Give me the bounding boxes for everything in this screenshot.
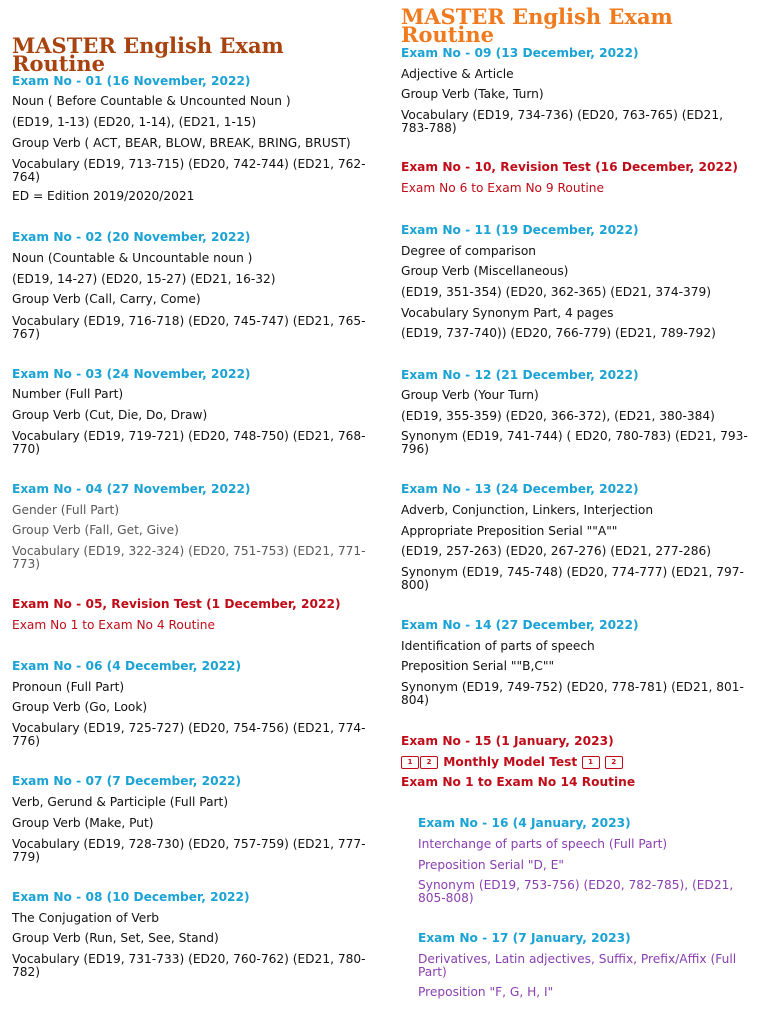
left-line-32: Group Verb (Run, Set, See, Stand) — [12, 931, 219, 945]
left-line-9: (ED19, 14-27) (ED20, 15-27) (ED21, 16-32) — [12, 272, 276, 286]
left-line-27: Verb, Gerund & Participle (Full Part) — [12, 795, 229, 809]
right-title-line-2: Routine — [401, 22, 495, 47]
left-title — [12, 33, 284, 76]
right-line-25: Synonym (ED19, 749-752) (ED20, 778-781) (ED21, 801-804) — [401, 680, 744, 707]
left-line-24: Group Verb (Go, Look) — [12, 700, 148, 714]
right-line-29: Exam No - 16 (4 January, 2023) — [418, 816, 631, 830]
right-line-34: Derivatives, Latin adjectives, Suffix, Prefix/Affix (Full Part) — [418, 952, 737, 979]
number-badge-icon: 2 — [605, 756, 623, 769]
right-line-21: Synonym (ED19, 745-748) (ED20, 774-777) (ED21, 797-800) — [401, 565, 744, 592]
right-line-28: Exam No 1 to Exam No 14 Routine — [401, 775, 636, 789]
right-line-14: Group Verb (Your Turn) — [401, 388, 539, 402]
right-line-11: Vocabulary Synonym Part, 4 pages — [401, 306, 614, 320]
left-line-20: Exam No - 05, Revision Test (1 December, 2022) — [12, 597, 341, 611]
right-line-12: (ED19, 737-740)) (ED20, 766-779) (ED21, 789-792) — [401, 326, 716, 340]
left-line-22: Exam No - 06 (4 December, 2022) — [12, 659, 242, 673]
right-line-6: Exam No 6 to Exam No 9 Routine — [401, 181, 605, 195]
right-title — [401, 4, 673, 47]
right-line-16: Synonym (ED19, 741-744) ( ED20, 780-783) (ED21, 793-796) — [401, 429, 748, 456]
left-line-8: Noun (Countable & Uncountable noun ) — [12, 251, 253, 265]
number-badge-icon: 1 — [401, 756, 419, 769]
left-line-21: Exam No 1 to Exam No 4 Routine — [12, 618, 216, 632]
left-line-2: Noun ( Before Countable & Uncounted Noun ) — [12, 94, 291, 108]
right-line-9: Group Verb (Miscellaneous) — [401, 264, 569, 278]
right-line-4: Vocabulary (ED19, 734-736) (ED20, 763-765) (ED21, 783-788) — [401, 108, 723, 135]
left-line-4: Group Verb ( ACT, BEAR, BLOW, BREAK, BRING, BRUST) — [12, 136, 351, 150]
right-line-10: (ED19, 351-354) (ED20, 362-365) (ED21, 374-379) — [401, 285, 712, 299]
right-line-15: (ED19, 355-359) (ED20, 366-372), (ED21, 380-384) — [401, 409, 715, 423]
number-badge-icon: 1 — [582, 756, 600, 769]
right-line-20: (ED19, 257-263) (ED20, 267-276) (ED21, 277-286) — [401, 544, 712, 558]
left-line-28: Group Verb (Make, Put) — [12, 816, 154, 830]
right-line-13: Exam No - 12 (21 December, 2022) — [401, 368, 639, 382]
left-line-26: Exam No - 07 (7 December, 2022) — [12, 774, 242, 788]
left-line-25: Vocabulary (ED19, 725-727) (ED20, 754-756) (ED21, 774-776) — [12, 721, 366, 748]
left-line-30: Exam No - 08 (10 December, 2022) — [12, 890, 250, 904]
left-line-15: Vocabulary (ED19, 719-721) (ED20, 748-750) (ED21, 768-770) — [12, 429, 366, 456]
left-line-13: Number (Full Part) — [12, 387, 124, 401]
right-line-31: Preposition Serial "D, E" — [418, 858, 564, 872]
right-line-5: Exam No - 10, Revision Test (16 December, 2022) — [401, 160, 738, 174]
left-title-line-2: Routine — [12, 51, 106, 76]
left-line-3: (ED19, 1-13) (ED20, 1-14), (ED21, 1-15) — [12, 115, 257, 129]
left-line-1: Exam No - 01 (16 November, 2022) — [12, 74, 251, 88]
right-line-35: Preposition "F, G, H, I" — [418, 985, 554, 999]
left-line-23: Pronoun (Full Part) — [12, 680, 125, 694]
right-line-22: Exam No - 14 (27 December, 2022) — [401, 618, 639, 632]
right-line-32: Synonym (ED19, 753-756) (ED20, 782-785), (ED21, 805-808) — [418, 878, 734, 905]
right-line-24: Preposition Serial ""B,C"" — [401, 659, 555, 673]
left-line-31: The Conjugation of Verb — [12, 911, 160, 925]
right-line-30: Interchange of parts of speech (Full Part) — [418, 837, 668, 851]
right-line-27 — [401, 756, 753, 769]
right-line-17: Exam No - 13 (24 December, 2022) — [401, 482, 639, 496]
left-line-5: Vocabulary (ED19, 713-715) (ED20, 742-744) (ED21, 762-764) — [12, 157, 366, 184]
right-title-line-1: MASTER English Exam — [401, 4, 673, 29]
right-line-18: Adverb, Conjunction, Linkers, Interjection — [401, 503, 654, 517]
number-badge-icon: 2 — [420, 756, 438, 769]
left-line-14: Group Verb (Cut, Die, Do, Draw) — [12, 408, 208, 422]
right-line-19: Appropriate Preposition Serial ""A"" — [401, 524, 618, 538]
right-line-2: Adjective & Article — [401, 67, 514, 81]
left-title-line-1: MASTER English Exam — [12, 33, 284, 58]
left-line-18: Group Verb (Fall, Get, Give) — [12, 523, 179, 537]
left-line-10: Group Verb (Call, Carry, Come) — [12, 292, 201, 306]
left-line-7: Exam No - 02 (20 November, 2022) — [12, 230, 251, 244]
right-line-8: Degree of comparison — [401, 244, 537, 258]
left-line-11: Vocabulary (ED19, 716-718) (ED20, 745-747) (ED21, 765-767) — [12, 314, 366, 341]
right-line-23: Identification of parts of speech — [401, 639, 595, 653]
right-line-7: Exam No - 11 (19 December, 2022) — [401, 223, 639, 237]
left-line-19: Vocabulary (ED19, 322-324) (ED20, 751-753) (ED21, 771-773) — [12, 544, 366, 571]
monthly-test-label: Monthly Model Test — [443, 755, 578, 769]
right-line-3: Group Verb (Take, Turn) — [401, 87, 544, 101]
left-line-6: ED = Edition 2019/2020/2021 — [12, 189, 195, 203]
left-line-33: Vocabulary (ED19, 731-733) (ED20, 760-762) (ED21, 780-782) — [12, 952, 366, 979]
right-line-26: Exam No - 15 (1 January, 2023) — [401, 734, 614, 748]
left-line-29: Vocabulary (ED19, 728-730) (ED20, 757-759) (ED21, 777-779) — [12, 837, 366, 864]
right-line-1: Exam No - 09 (13 December, 2022) — [401, 46, 639, 60]
left-line-16: Exam No - 04 (27 November, 2022) — [12, 482, 251, 496]
right-line-33: Exam No - 17 (7 January, 2023) — [418, 931, 631, 945]
left-line-12: Exam No - 03 (24 November, 2022) — [12, 367, 251, 381]
left-line-17: Gender (Full Part) — [12, 503, 120, 517]
